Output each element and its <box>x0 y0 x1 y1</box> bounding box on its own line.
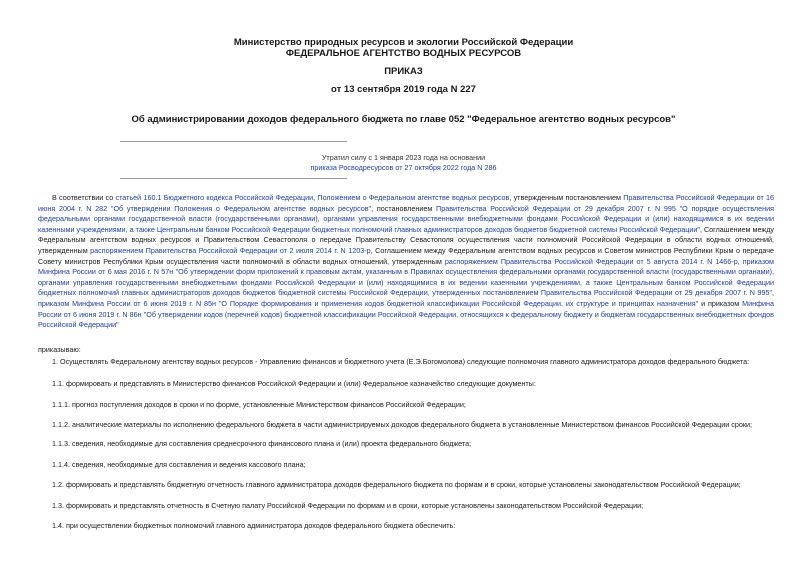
document-type: ПРИКАЗ <box>384 66 423 77</box>
document-title: Об администрировании доходов федерального бюджета по главе 052 "Федеральное агентство водных ресурсов" <box>131 114 676 125</box>
item-1-1-3: 1.1.3. сведения, необходимые для составления среднесрочного финансового плана и (или) проекта федерального бюджета; <box>52 439 472 448</box>
preamble-text-9: и приказом <box>698 298 743 308</box>
ministry-name: Министерство природных ресурсов и экологии Российской Федерации <box>233 37 574 48</box>
preamble-paragraph <box>38 193 774 331</box>
preamble-text-5: , Соглашением между Федеральным агентством водных ресурсов и Правительством Севастополя о передаче Правительству Севастополя осуществления части полномочий Российской Федерации в области водных отношений, утвержденным <box>38 224 774 255</box>
link-budget-code[interactable]: статьей 160.1 Бюджетного кодекса Российской Федерации <box>115 193 314 202</box>
preamble-text-2: , <box>313 193 318 202</box>
preamble-text-3: , утвержденным постановлением <box>509 193 624 202</box>
preamble-text-6: , Соглашением между Федеральным агентством водных ресурсов и Советом министров Республики Крым о передаче Совету министров Республики Крым осуществления части полномочий в области водных отношений, утвержденным <box>38 245 774 266</box>
item-1: 1. Осуществлять Федеральному агентству водных ресурсов - Управлению финансов и бюджетного учета (Е.Э.Богомолова) следующие полномочия главного администратора доходов федерального бюджета: <box>52 357 750 366</box>
document-date: от 13 сентября 2019 года N 227 <box>331 84 476 95</box>
divider-top <box>120 141 347 142</box>
item-1-2: 1.2. формировать и представлять бюджетную отчетность главного администратора доходов федерального бюджета по формам и в сроки, которые установлены законодательством Российской Федерации; <box>52 480 741 489</box>
preamble-text-1: В соответствии со <box>52 193 116 202</box>
status-note-line1: Утратил силу с 1 января 2023 года на основании <box>321 153 486 162</box>
link-decree-995[interactable]: Правительства Российской Федерации от 29 декабря 2007 г. N 995 "О порядке осуществления федеральными органами государственной власти (государственными органами), органами управления государственными внебюджетными фондами Российской Федерации и (или) находящимися в их ведении казенными учреждениями, а также Центральным банком Российской Федерации бюджетных полномочий главных администраторов доходов бюджетов бюджетной системы Российской Федерации" <box>38 203 774 234</box>
order-word: приказываю: <box>38 345 81 354</box>
preamble-text-7: , <box>737 256 743 266</box>
link-minfin-86n[interactable]: Минфина России от 6 июня 2019 г. N 86н "Об утверждении кодов (перечней кодов) бюджетной классификации Российской Федерации, относящихся к федеральному бюджету и бюджетам государственных внебюджетных фондов Российской Федерации" <box>38 298 774 330</box>
link-minfin-85n[interactable]: приказом Минфина России от 6 июня 2019 г. N 85н "О Порядке формирования и применения кодов бюджетной классификации Российской Федерации, их структуре и принципах назначения" <box>38 298 699 308</box>
agency-name: ФЕДЕРАЛЬНОЕ АГЕНТСТВО ВОДНЫХ РЕСУРСОВ <box>285 48 522 59</box>
preamble-text-8: , <box>772 288 774 298</box>
link-minfin-57n[interactable]: приказом Минфина России от 6 мая 2016 г. N 57н "Об утверждении форм приложений к правовым актам, указанным в Правилах осуществления федеральными органами государственной власти (государственными органами), органами управления государственными внебюджетными фондами Российской Федерации и (или) находящимися в их ведении казенными учреждениями, а также Центральным банком Российской Федерации бюджетных полномочий главных администраторов доходов бюджетов бюджетной системы Российской Федерации, утвержденных постановлением Правительства Российской Федерации от 29 декабря 2007 г. N 995" <box>38 256 774 298</box>
item-1-1-4: 1.1.4. сведения, необходимые для составления и ведения кассового плана; <box>52 460 306 469</box>
preamble-text-4: , постановлением <box>371 203 437 213</box>
link-decree-282[interactable]: Правительства Российской Федерации от 16 июня 2004 г. N 282 "Об утверждении Положения о Федеральном агентстве водных ресурсов" <box>38 193 775 213</box>
item-1-1-2: 1.1.2. аналитические материалы по исполнению федерального бюджета в части администрируемых доходов федерального бюджета в установленные Министерством финансов Российской Федерации сроки; <box>52 420 753 429</box>
item-1-1-1: 1.1.1. прогноз поступления доходов в сроки и по форме, установленные Министерством финансов Российской Федерации; <box>52 400 466 409</box>
item-1-1: 1.1. формировать и представлять в Министерство финансов Российской Федерации и (или) Федеральное казначейство следующие документы: <box>52 379 536 388</box>
link-agency-regulation[interactable]: Положением о Федеральном агентстве водных ресурсов <box>317 193 510 202</box>
item-1-3: 1.3. формировать и представлять отчетность в Счетную палату Российской Федерации по формам и в сроки, которые установлены законодательством Российской Федерации; <box>52 501 644 510</box>
link-order-1466[interactable]: распоряжением Правительства Российской Федерации от 5 августа 2014 г. N 1466-р <box>444 256 738 266</box>
status-note-link[interactable]: приказа Росводресурсов от 27 октября 2022 года N 286 <box>310 163 497 172</box>
divider-bottom <box>120 178 347 179</box>
item-1-4: 1.4. при осуществлении бюджетных полномочий главного администратора доходов федерального бюджета обеспечить: <box>52 521 456 530</box>
link-order-1203[interactable]: распоряжением Правительства Российской Федерации от 2 июля 2014 г. N 1203-р <box>90 245 371 255</box>
